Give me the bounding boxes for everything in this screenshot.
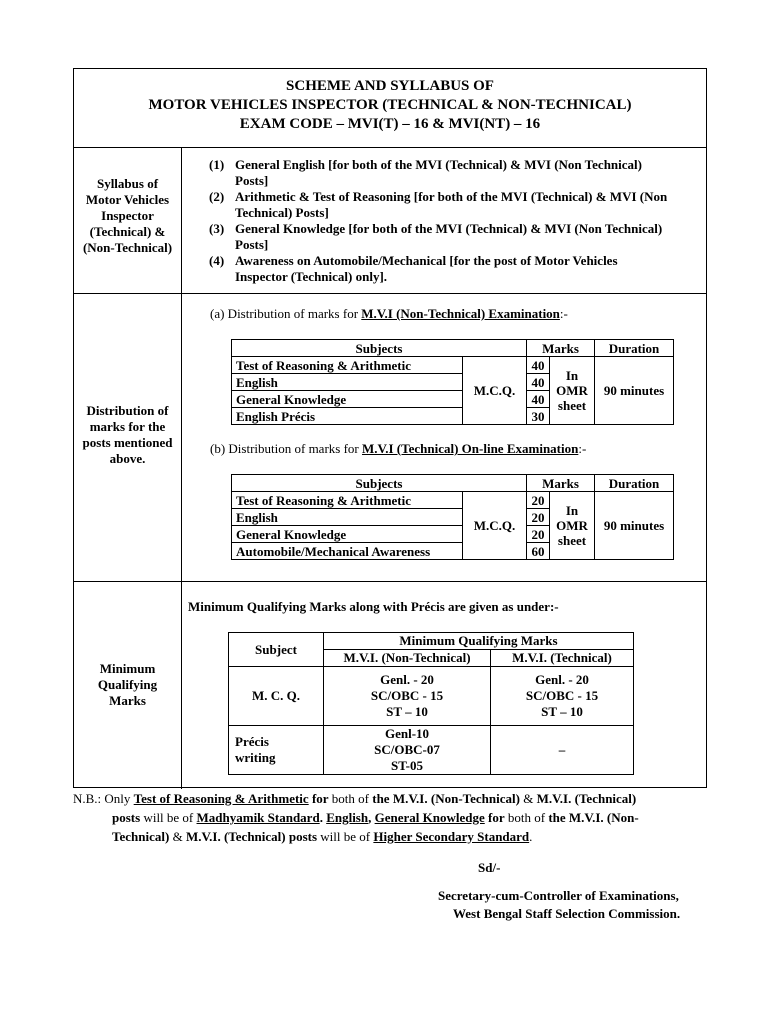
minimum-intro: Minimum Qualifying Marks along with Précis are given as under:- xyxy=(188,599,559,614)
col-subjects: Subjects xyxy=(232,340,527,357)
column-divider xyxy=(181,148,182,789)
minimum-label: Minimum Qualifying Marks xyxy=(97,661,158,708)
syllabus-label: Syllabus of Motor Vehicles Inspector (Technical) & (Non-Technical) xyxy=(82,176,173,255)
table-row: Automobile/Mechanical Awareness 60 xyxy=(232,543,674,560)
table-row: English Précis 30 xyxy=(232,408,674,425)
table-row: Test of Reasoning & Arithmetic M.C.Q. 40 In OMR sheet 90 minutes xyxy=(232,357,674,374)
table-row: English 20 xyxy=(232,509,674,526)
syllabus-item: (3) General Knowledge [for both of the MVI (Technical) & MVI (Non Technical) Posts] xyxy=(209,221,663,252)
row-divider-2 xyxy=(74,581,706,582)
document-header xyxy=(74,69,706,148)
col-duration: Duration xyxy=(595,340,674,357)
col-subjects: Subjects xyxy=(232,475,527,492)
table-row: Test of Reasoning & Arithmetic M.C.Q. 20 In OMR sheet 90 minutes xyxy=(232,492,674,509)
row-divider-1 xyxy=(74,293,706,294)
col-subject: Subject xyxy=(229,633,324,667)
table-row: English 40 xyxy=(232,374,674,391)
col-marks: Marks xyxy=(527,340,595,357)
table-row: General Knowledge 20 xyxy=(232,526,674,543)
syllabus-item: (1) General English [for both of the MVI (Technical) & MVI (Non Technical) Posts] xyxy=(209,157,642,188)
distribution-b-heading: (b) Distribution of marks for M.V.I (Technical) On-line Examination:- xyxy=(210,441,587,456)
signature-line-1: Secretary-cum-Controller of Examinations, xyxy=(438,888,679,903)
table-row: Précis writing Genl-10 SC/OBC-07 ST-05 – xyxy=(229,726,634,775)
table-row: M. C. Q. Genl. - 20 SC/OBC - 15 ST – 10 Genl. - 20 SC/OBC - 15 ST – 10 xyxy=(229,667,634,726)
signature-sd: Sd/- xyxy=(478,860,501,875)
syllabus-list xyxy=(209,157,699,285)
col-non-technical: M.V.I. (Non-Technical) xyxy=(324,650,491,667)
minimum-marks-table xyxy=(228,632,634,775)
syllabus-item: (2) Arithmetic & Test of Reasoning [for both of the MVI (Technical) & MVI (Non Technical) Posts] xyxy=(209,189,668,220)
syllabus-frame xyxy=(73,68,707,788)
distribution-label: Distribution of marks for the posts mentioned above. xyxy=(82,403,173,466)
nb-note: N.B.: Only Test of Reasoning & Arithmetic for both of the M.V.I. (Non-Technical) & M.V.I. (Technical) posts will be of Madhyamik Standard. English, General Knowledge for both of the M.V.I. (Non- Technical) & M.V.I. (Technical) posts will be of Higher Secondary Standard. xyxy=(73,791,639,844)
signature-line-2: West Bengal Staff Selection Commission. xyxy=(453,906,681,921)
table-row: General Knowledge 40 xyxy=(232,391,674,408)
header-line-2: MOTOR VEHICLES INSPECTOR (TECHNICAL & NON-TECHNICAL) xyxy=(148,97,632,113)
marks-table-non-technical xyxy=(231,339,674,425)
col-technical: M.V.I. (Technical) xyxy=(491,650,634,667)
distribution-a-heading: (a) Distribution of marks for M.V.I (Non-Technical) Examination:- xyxy=(210,306,568,321)
marks-table-technical xyxy=(231,474,674,560)
syllabus-item: (4) Awareness on Automobile/Mechanical [for the post of Motor Vehicles Inspector (Technical) only]. xyxy=(209,253,618,284)
col-marks: Marks xyxy=(527,475,595,492)
col-duration: Duration xyxy=(595,475,674,492)
header-line-3: EXAM CODE – MVI(T) – 16 & MVI(NT) – 16 xyxy=(239,116,541,132)
col-group: Minimum Qualifying Marks xyxy=(324,633,634,650)
header-line-1: SCHEME AND SYLLABUS OF xyxy=(286,78,494,94)
